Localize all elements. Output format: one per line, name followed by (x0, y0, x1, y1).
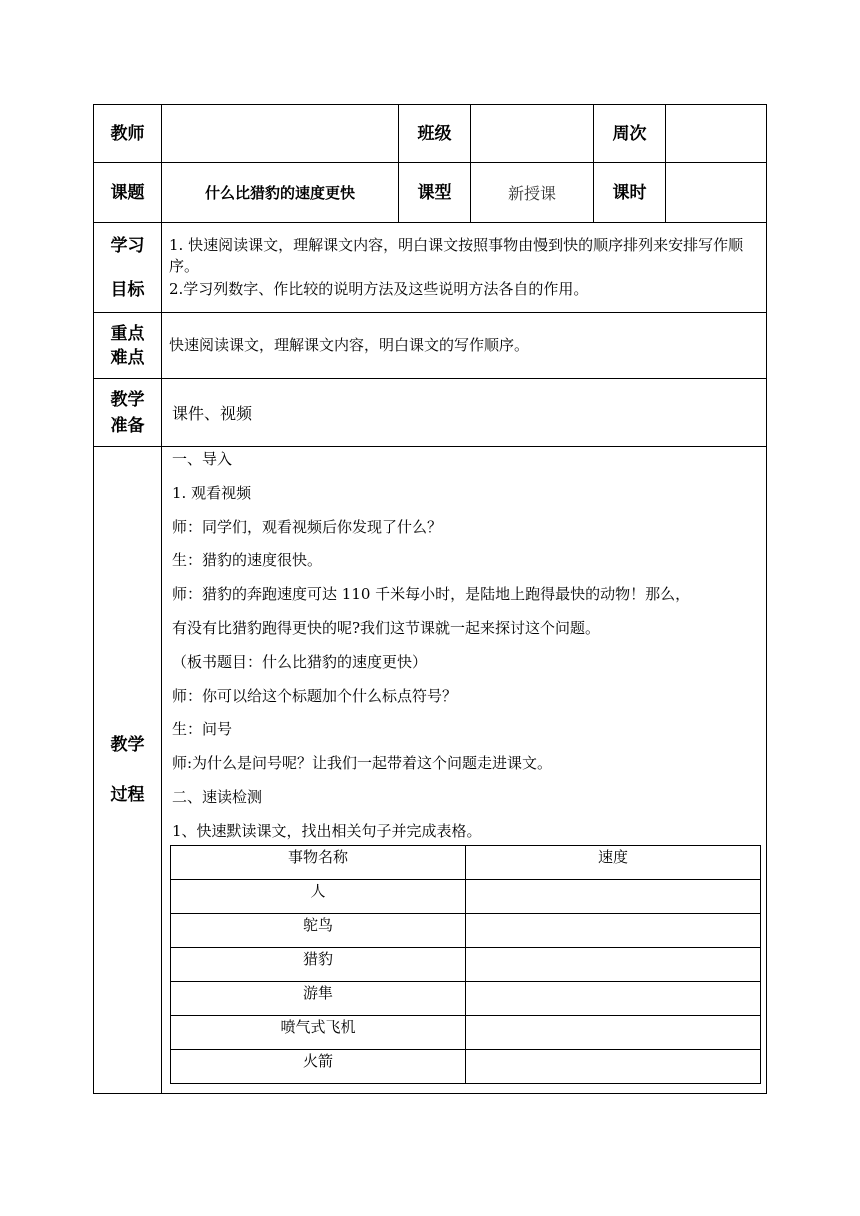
process-label (94, 447, 162, 1094)
preparation-row (94, 379, 767, 447)
item-speed (466, 879, 761, 913)
table-row (171, 879, 761, 913)
process-line: 生：猎豹的速度很快。 (172, 551, 323, 570)
table-row (171, 1049, 761, 1083)
key-points-label (94, 313, 162, 379)
item-name: 游隼 (171, 981, 466, 1015)
process-line: 师：猎豹的奔跑速度可达 110 千米每小时，是陆地上跑得最快的动物！那么， (172, 585, 691, 604)
type-value: 新授课 (471, 163, 594, 223)
objectives-row (94, 223, 767, 313)
header-item-name: 事物名称 (171, 845, 466, 879)
key-points-label-line1: 重点 (110, 323, 145, 344)
process-line: （板书题目：什么比猎豹的速度更快） (172, 652, 428, 671)
week-value (666, 105, 767, 163)
table-row (171, 981, 761, 1015)
table-row (171, 1015, 761, 1049)
key-points-text: 快速阅读课文，理解课文内容，明白课文的写作顺序。 (162, 313, 767, 379)
process-line: 1. 观看视频 (172, 483, 252, 502)
item-speed (466, 1015, 761, 1049)
process-label-line1: 教学 (110, 735, 145, 755)
item-speed (466, 947, 761, 981)
process-line: 有没有比猎豹跑得更快的呢?我们这节课就一起来探讨这个问题。 (172, 618, 601, 637)
key-points-label-line2: 难点 (110, 347, 145, 368)
item-speed (466, 913, 761, 947)
objective-1: 1. 快速阅读课文，理解课文内容，明白课文按照事物由慢到快的顺序排列来安排写作顺序。 (169, 236, 744, 275)
hours-label: 课时 (594, 163, 666, 223)
hours-value (666, 163, 767, 223)
process-line: 1、快速默读课文，找出相关句子并完成表格。 (172, 821, 482, 840)
teacher-label: 教师 (94, 105, 162, 163)
item-speed (466, 981, 761, 1015)
item-speed (466, 1049, 761, 1083)
header-speed: 速度 (466, 845, 761, 879)
topic-value: 什么比猎豹的速度更快 (162, 163, 399, 223)
objectives-text (162, 223, 767, 313)
week-label: 周次 (594, 105, 666, 163)
process-line: 一、导入 (172, 450, 233, 468)
process-line: 师：你可以给这个标题加个什么标点符号？ (172, 686, 458, 705)
objectives-label-line2: 目标 (110, 279, 145, 300)
process-content (162, 447, 767, 1094)
lesson-plan-table (93, 104, 767, 1094)
class-value (471, 105, 594, 163)
process-line: 生：问号 (172, 720, 233, 739)
preparation-label-line2: 准备 (110, 415, 145, 436)
process-row (94, 447, 767, 1094)
header-row-2 (94, 163, 767, 223)
item-name: 猎豹 (171, 947, 466, 981)
topic-label: 课题 (94, 163, 162, 223)
table-row (171, 913, 761, 947)
preparation-text: 课件、视频 (162, 379, 767, 447)
process-line: 师：同学们，观看视频后你发现了什么？ (172, 517, 443, 536)
process-line: 二、速读检测 (172, 787, 263, 806)
process-label-line2: 过程 (110, 785, 145, 805)
header-row-1 (94, 105, 767, 163)
type-label: 课型 (399, 163, 471, 223)
key-points-row (94, 313, 767, 379)
item-name: 喷气式飞机 (171, 1015, 466, 1049)
table-row (171, 947, 761, 981)
item-name: 火箭 (171, 1049, 466, 1083)
process-line: 师:为什么是问号呢？让我们一起带着这个问题走进课文。 (172, 754, 553, 773)
item-name: 人 (171, 879, 466, 913)
teacher-value (162, 105, 399, 163)
objectives-label (94, 223, 162, 313)
class-label: 班级 (399, 105, 471, 163)
speed-table (170, 845, 761, 1084)
objectives-label-line1: 学习 (110, 235, 145, 256)
objective-2: 2.学习列数字、作比较的说明方法及这些说明方法各自的作用。 (169, 280, 589, 298)
item-name: 鸵鸟 (171, 913, 466, 947)
speed-table-header (171, 845, 761, 879)
preparation-label (94, 379, 162, 447)
preparation-label-line1: 教学 (110, 389, 145, 410)
